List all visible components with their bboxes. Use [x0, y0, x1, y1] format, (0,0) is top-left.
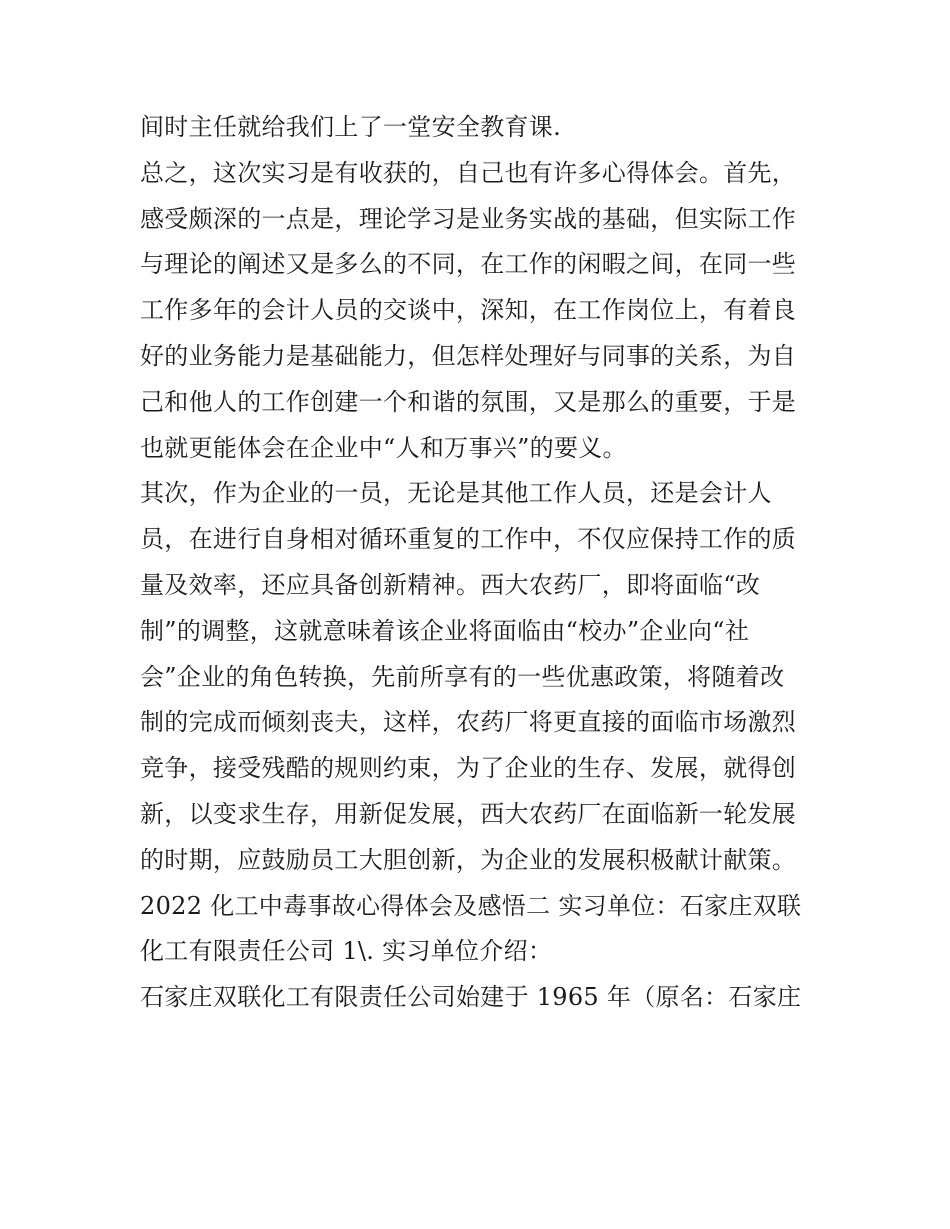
text-line: 制”的调整，这就意味着该企业将面临由“校办”企业向“社 [140, 616, 750, 645]
text-line: 员，在进行自身相对循环重复的工作中，不仅应保持工作的质 [140, 525, 797, 554]
text-line: 化工有限责任公司 1\. 实习单位介绍： [140, 937, 553, 966]
text-line: 己和他人的工作创建一个和谐的氛围，又是那么的重要，于是 [140, 387, 797, 416]
text-line: 感受颇深的一点是，理论学习是业务实战的基础，但实际工作 [140, 204, 797, 233]
document-body [140, 105, 820, 1021]
text-line: 竞争，接受残酷的规则约束，为了企业的生存、发展，就得创 [140, 754, 797, 783]
text-line: 总之，这次实习是有收获的，自己也有许多心得体会。首先， [140, 158, 797, 187]
text-line: 会”企业的角色转换，先前所享有的一些优惠政策，将随着改 [140, 662, 785, 691]
text-line: 与理论的阐述又是多么的不同，在工作的闲暇之间，在同一些 [140, 250, 797, 279]
text-line: 制的完成而倾刻丧夫，这样，农药厂将更直接的面临市场激烈 [140, 708, 797, 737]
text-line: 的时期，应鼓励员工大胆创新，为企业的发展积极献计献策。 [140, 845, 797, 874]
text-line: 也就更能体会在企业中“人和万事兴”的要义。 [140, 433, 627, 462]
text-line: 其次，作为企业的一员，无论是其他工作人员，还是会计人 [140, 479, 772, 508]
text-line: 量及效率，还应具备创新精神。西大农药厂，即将面临“改 [140, 570, 761, 599]
text-line: 2022 化工中毒事故心得体会及感悟二 实习单位：石家庄双联 [140, 891, 802, 920]
text-line: 好的业务能力是基础能力，但怎样处理好与同事的关系，为自 [140, 341, 797, 370]
text-line: 石家庄双联化工有限责任公司始建于 1965 年（原名：石家庄 [140, 983, 802, 1012]
text-line: 间时主任就给我们上了一堂安全教育课. [140, 113, 562, 141]
text-line: 工作多年的会计人员的交谈中，深知，在工作岗位上，有着良 [140, 296, 797, 325]
text-line: 新，以变求生存，用新促发展，西大农药厂在面临新一轮发展 [140, 799, 797, 828]
